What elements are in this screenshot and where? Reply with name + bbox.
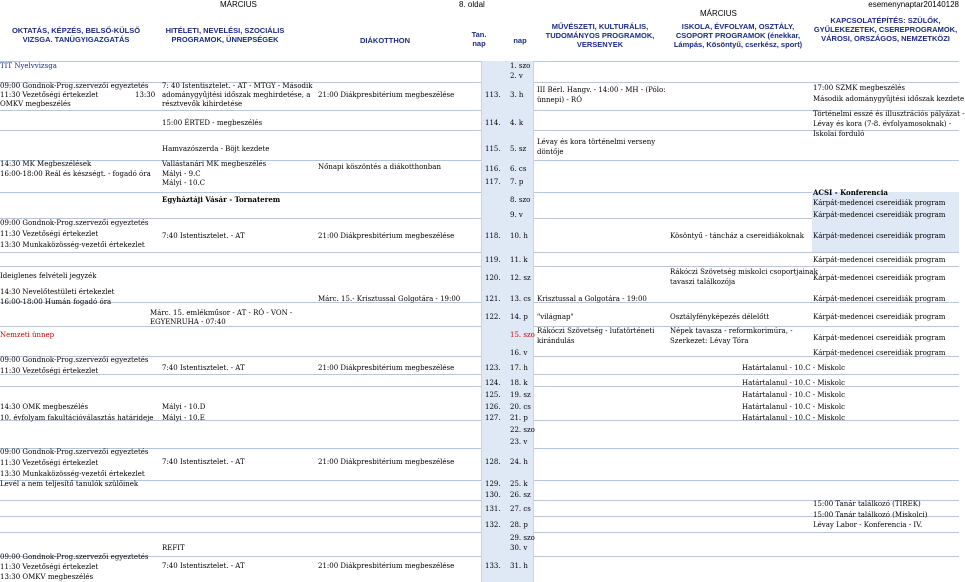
event-text: 13:30 Munkaközösség-vezetői értekezlet xyxy=(0,241,145,249)
event-text: Krisztussal a Golgotára - 19:00 xyxy=(537,295,647,303)
event-text: 21:00 Diákpresbitérium megbeszélése xyxy=(318,91,455,99)
event-text: 16:00-18:00 Reál és készségt. - fogadó óra xyxy=(0,170,151,178)
event-text: 11:30 Vezetőségi értekezlet xyxy=(0,91,99,99)
event-text: 09:00 Gondnok-Prog.szervezői egyeztetés xyxy=(0,219,149,227)
day-label: 29. szo xyxy=(510,534,535,542)
event-text: 11:30 Vezetőségi értekezlet xyxy=(0,459,99,467)
event-text: Kárpát-medencei csereidiák program xyxy=(813,274,946,282)
column-divider xyxy=(533,61,534,582)
event-text: 21:00 Diákpresbitérium megbeszélése xyxy=(318,562,455,570)
gridline xyxy=(0,326,959,327)
event-text: 13:30 Munkaközösség-vezetői értekezlet xyxy=(0,470,145,478)
event-text: EGYENRUHA - 07:40 xyxy=(150,318,226,326)
day-label: 30. v xyxy=(510,544,528,552)
school-day-number: 133. xyxy=(485,562,501,570)
event-text: 7: 40 Istentisztelet. - AT - MTGY - Második xyxy=(162,82,313,90)
event-text: Kárpát-medencei csereidiák program xyxy=(813,313,946,321)
day-label: 2. v xyxy=(510,72,523,80)
event-text: Kárpát-medencei csereidiák program xyxy=(813,334,946,342)
event-text: 15:00 Tanár találkozó (TIREK) xyxy=(813,500,921,508)
day-label: 5. sz xyxy=(510,145,527,153)
day-label: 31. h xyxy=(510,562,528,570)
event-text: kirándulás xyxy=(537,337,575,345)
event-text: Rákóczi Szövetség miskolci csoportjainak xyxy=(670,268,818,276)
school-day-number: 129. xyxy=(485,480,501,488)
school-day-number: 113. xyxy=(485,91,501,99)
event-text: 09:00 Gondnok-Prog.szervezői egyeztetés xyxy=(0,448,149,456)
event-text: 09:00 Gondnok-Prog.szervezői egyeztetés xyxy=(0,553,149,561)
event-text: Határtalanul - 10.C - Miskolc xyxy=(742,414,845,422)
event-text: 14:30 Nevelőtestületi értekezlet xyxy=(0,288,115,296)
event-text: Határtalanul - 10.C - Miskolc xyxy=(742,379,845,387)
day-label: 18. k xyxy=(510,379,528,387)
event-text: 11:30 Vezetőségi értekezlet xyxy=(0,367,99,375)
event-text: 11:30 Vezetőségi értekezlet xyxy=(0,230,99,238)
day-label: 27. cs xyxy=(510,505,531,513)
event-text: Kárpát-medencei csereidiák program xyxy=(813,349,946,357)
day-label: 17. h xyxy=(510,364,528,372)
gridline xyxy=(0,252,959,253)
event-text: Nemzeti ünnep xyxy=(0,331,55,339)
school-day-number: 126. xyxy=(485,403,501,411)
event-text: Kárpát-medencei csereidiák program xyxy=(813,295,946,303)
event-text: 17:00 SZMK megbeszélés xyxy=(813,84,905,92)
day-column-background xyxy=(482,61,533,582)
event-text: Iskolai forduló xyxy=(813,130,865,138)
event-text: Határtalanul - 10.C - Miskolc xyxy=(742,403,845,411)
event-text: Kárpát-medencei csereidiák program xyxy=(813,211,946,219)
event-text: III Bérl. Hangv. - 14:00 - MH - (Pólo: xyxy=(537,86,666,94)
event-text: 16:00-18:00 Humán fogadó óra xyxy=(0,298,112,306)
event-text: adománygyűjtési időszak meghirdetése, a xyxy=(162,91,311,99)
event-text: 10. évfolyam fakultációválasztás határideje xyxy=(0,414,154,422)
header-col-arts: MŰVÉSZETI, KULTURÁLIS, TUDOMÁNYOS PROGRAMOK, VERSENYEK xyxy=(545,22,655,49)
event-text: 7:40 Istentisztelet. - AT xyxy=(162,364,245,372)
event-text: Márc. 15. emlékműsor - AT - RÓ - VON - xyxy=(150,309,293,317)
header-col-school-day: Tan. nap xyxy=(471,30,487,48)
school-day-number: 128. xyxy=(485,458,501,466)
event-text: Kösöntyű - táncház a csereidiákoknak xyxy=(670,232,804,240)
day-label: 8. szo xyxy=(510,196,531,204)
school-day-number: 122. xyxy=(485,313,501,321)
school-day-number: 124. xyxy=(485,379,501,387)
school-day-number: 132. xyxy=(485,521,501,529)
event-text: OMKV megbeszélés xyxy=(0,100,71,108)
school-day-number: 116. xyxy=(485,165,501,173)
event-text: döntője xyxy=(537,148,564,156)
gridline xyxy=(0,266,959,267)
event-text: Mályi - 10.C xyxy=(162,179,206,187)
day-label: 26. sz xyxy=(510,491,531,499)
day-label: 11. k xyxy=(510,256,528,264)
event-text: Mályi - 10.D xyxy=(162,403,206,411)
header-col-school-groups: ISKOLA, ÉVFOLYAM, OSZTÁLY, CSOPORT PROGRAMOK (énekkar, Lámpás, Kösöntyű, cserkész, sport) xyxy=(673,22,803,49)
school-day-number: 123. xyxy=(485,364,501,372)
event-text: Vallástanári MK megbeszélés xyxy=(162,160,267,168)
event-text: Mályi - 10.E xyxy=(162,414,205,422)
day-label: 16. v xyxy=(510,349,528,357)
school-day-number: 130. xyxy=(485,491,501,499)
day-label: 10. h xyxy=(510,232,528,240)
event-text: ACSI - Konferencia xyxy=(813,188,888,197)
school-day-number: 118. xyxy=(485,232,501,240)
event-text: 13:30 xyxy=(135,91,156,99)
school-day-number: 125. xyxy=(485,391,501,399)
event-text: Szerkezet: Lévay Tóra xyxy=(670,337,749,345)
day-label: 13. cs xyxy=(510,295,531,303)
file-name: esemenynaptar20140128 xyxy=(868,0,959,9)
page-number: 8. oldal xyxy=(459,0,485,9)
day-label: 6. cs xyxy=(510,165,527,173)
header-col-education: OKTATÁS, KÉPZÉS, BELSŐ-KÜLSŐ VIZSGA. TANÜGYIGAZGATÁS xyxy=(11,26,141,44)
event-text: 21:00 Diákpresbitérium megbeszélése xyxy=(318,364,455,372)
gridline xyxy=(0,532,959,533)
event-text: Hamvazószerda - Böjt kezdete xyxy=(162,145,270,153)
day-label: 7. p xyxy=(510,178,524,186)
event-text: Történelmi esszé és illusztrációs pályázat - xyxy=(813,110,965,118)
event-text: Ideiglenes felvételi jegyzék xyxy=(0,272,97,280)
day-label: 3. h xyxy=(510,91,524,99)
event-text: Osztályfényképezés délelőtt xyxy=(670,313,770,321)
school-day-number: 127. xyxy=(485,414,501,422)
school-day-number: 117. xyxy=(485,178,501,186)
event-text: 14:30 MK Megbeszélések xyxy=(0,160,92,168)
event-text: tavaszi találkozója xyxy=(670,278,736,286)
event-text: 15:00 Tanár találkozó (Miskolci) xyxy=(813,511,928,519)
event-text: Határtalanul - 10.C - Miskolc xyxy=(742,364,845,372)
event-text: Második adománygyűjtési időszak kezdete xyxy=(813,95,965,103)
event-text: 15:00 ÉRTED - megbeszélés xyxy=(162,119,263,127)
school-day-number: 120. xyxy=(485,274,501,282)
day-label: 14. p xyxy=(510,313,528,321)
day-label: 20. cs xyxy=(510,403,531,411)
event-text: 21:00 Diákpresbitérium megbeszélése xyxy=(318,232,455,240)
event-text: ünnepi) - RÓ xyxy=(537,96,582,104)
event-text: "világnap" xyxy=(537,313,574,321)
event-text: 7:40 Istentisztelet. - AT xyxy=(162,232,245,240)
school-day-number: 115. xyxy=(485,145,501,153)
header-col-religious: HITÉLETI, NEVELÉSI, SZOCIÁLIS PROGRAMOK, ÜNNEPSÉGEK xyxy=(165,26,285,44)
day-label: 24. h xyxy=(510,458,528,466)
event-text: 11:30 Vezetőségi értekezlet xyxy=(0,563,99,571)
event-text: Mályi - 9.C xyxy=(162,170,201,178)
event-text: Lévay Labor - Konferencia - IV. xyxy=(813,521,923,529)
day-label: 15. szo xyxy=(510,331,535,339)
event-text: Kárpát-medencei csereidiák program xyxy=(813,199,946,207)
day-label: 21. p xyxy=(510,414,528,422)
month-label-right: MÁRCIUS xyxy=(700,9,737,18)
event-text: 7:40 Istentisztelet. - AT xyxy=(162,458,245,466)
event-text: Lévay és kora történelmi verseny xyxy=(537,138,656,146)
event-text: Népek tavasza - reformkorimúra, - xyxy=(670,327,793,335)
day-label: 19. sz xyxy=(510,391,531,399)
header-col-dormitory: DIÁKOTTHON xyxy=(360,36,410,45)
header-col-relations: KAPCSOLATÉPÍTÉS: SZÜLŐK, GYŰLEKEZETEK, CSEREPROGRAMOK, VÁROSI, ORSZÁGOS, NEMZETKÖZI xyxy=(813,16,958,43)
day-label: 4. k xyxy=(510,119,524,127)
event-text: résztvevők kihirdetése xyxy=(162,100,243,108)
event-text: 14:30 OMK megbeszélés xyxy=(0,403,89,411)
event-text: Kárpát-medencei csereidiák program xyxy=(813,256,946,264)
day-label: 9. v xyxy=(510,211,523,219)
event-text: REFIT xyxy=(162,544,185,552)
event-text: Határtalanul - 10.C - Miskolc xyxy=(742,391,845,399)
day-label: 22. szo xyxy=(510,426,535,434)
event-text: 7:40 Istentisztelet. - AT xyxy=(162,562,245,570)
event-text: 09:00 Gondnok-Prog.szervezői egyeztetés xyxy=(0,356,149,364)
event-text: Márc. 15.- Krisztussal Golgotára - 19:00 xyxy=(318,295,461,303)
event-text: Egyháztáji Vásár - Tornaterem xyxy=(162,195,281,204)
event-text: Kárpát-medencei csereidiák program xyxy=(813,232,946,240)
day-label: 12. sz xyxy=(510,274,531,282)
day-label: 1. szo xyxy=(510,62,531,70)
month-label-left: MÁRCIUS xyxy=(220,0,257,9)
day-label: 23. v xyxy=(510,438,528,446)
event-text: 09:00 Gondnok-Prog.szervezői egyeztetés xyxy=(0,82,149,90)
day-label: 28. p xyxy=(510,521,528,529)
event-text: 21:00 Diákpresbitérium megbeszélése xyxy=(318,458,455,466)
school-day-number: 131. xyxy=(485,505,501,513)
event-text: Nőnapi köszöntés a diákotthonban xyxy=(318,163,441,171)
event-text: Lévay és kora (7-8. évfolyamosoknak) - xyxy=(813,120,952,128)
school-day-number: 119. xyxy=(485,256,501,264)
event-text: 13:30 OMKV megbeszélés xyxy=(0,573,94,581)
school-day-number: 121. xyxy=(485,295,501,303)
header-col-day: nap xyxy=(513,36,527,45)
school-day-number: 114. xyxy=(485,119,501,127)
event-text: TIT Nyelvvizsga xyxy=(0,62,57,70)
day-label: 25. k xyxy=(510,480,528,488)
event-text: Rákóczi Szövetség - lufatörténeti xyxy=(537,327,655,335)
event-text: Levél a nem teljesítő tanulók szülőinek xyxy=(0,480,139,488)
